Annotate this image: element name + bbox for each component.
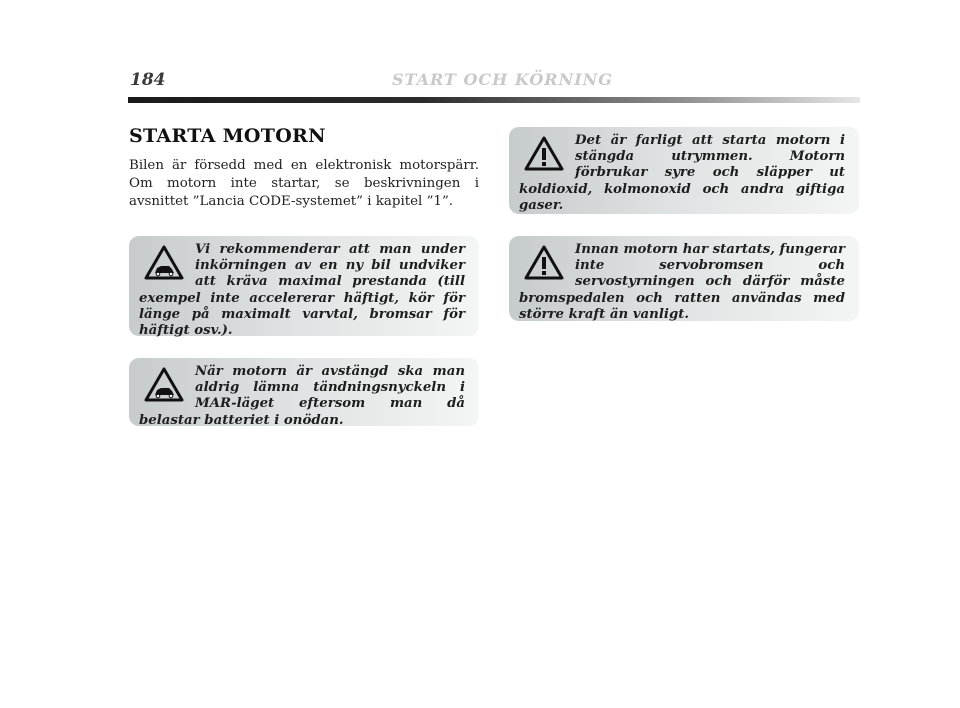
note-text: Vi rekommenderar att man under inkörningen av en ny bil undviker att kräva maximal prestanda (till exempel inte accelererar häftigt, kör för länge på maximalt varvtal, bromsar för häftigt osv.). bbox=[139, 242, 465, 339]
car-care-icon bbox=[143, 366, 185, 406]
warning-text: Det är farligt att starta motorn i stängda utrymmen. Motorn förbrukar syre och släpper ut koldioxid, kolmonoxid och andra giftiga gaser. bbox=[519, 133, 845, 213]
warning-text: Innan motorn har startats, fungerar inte servobromsen och servostyrningen och därför måste bromspedalen och ratten användas med större kraft än vanligt. bbox=[519, 242, 845, 322]
intro-paragraph: Bilen är försedd med en elektronisk motorspärr. Om motorn inte startar, se beskrivningen i avsnittet ”Lancia CODE-systemet” i kapitel ”1”. bbox=[129, 158, 479, 209]
warning-box-servo bbox=[509, 236, 859, 321]
note-box-ignition bbox=[129, 358, 479, 426]
warning-icon bbox=[523, 244, 565, 284]
warning-box-danger bbox=[509, 127, 859, 214]
page-number: 184 bbox=[130, 70, 166, 90]
note-text: När motorn är avstängd ska man aldrig lämna tändningsnyckeln i MAR-läget eftersom man då belastar batteriet i onödan. bbox=[139, 364, 465, 428]
running-head: START OCH KÖRNING bbox=[392, 70, 613, 89]
car-care-icon bbox=[143, 244, 185, 284]
header-rule bbox=[128, 97, 860, 103]
section-title: STARTA MOTORN bbox=[129, 125, 326, 147]
warning-icon bbox=[523, 135, 565, 175]
note-box-run-in bbox=[129, 236, 479, 339]
